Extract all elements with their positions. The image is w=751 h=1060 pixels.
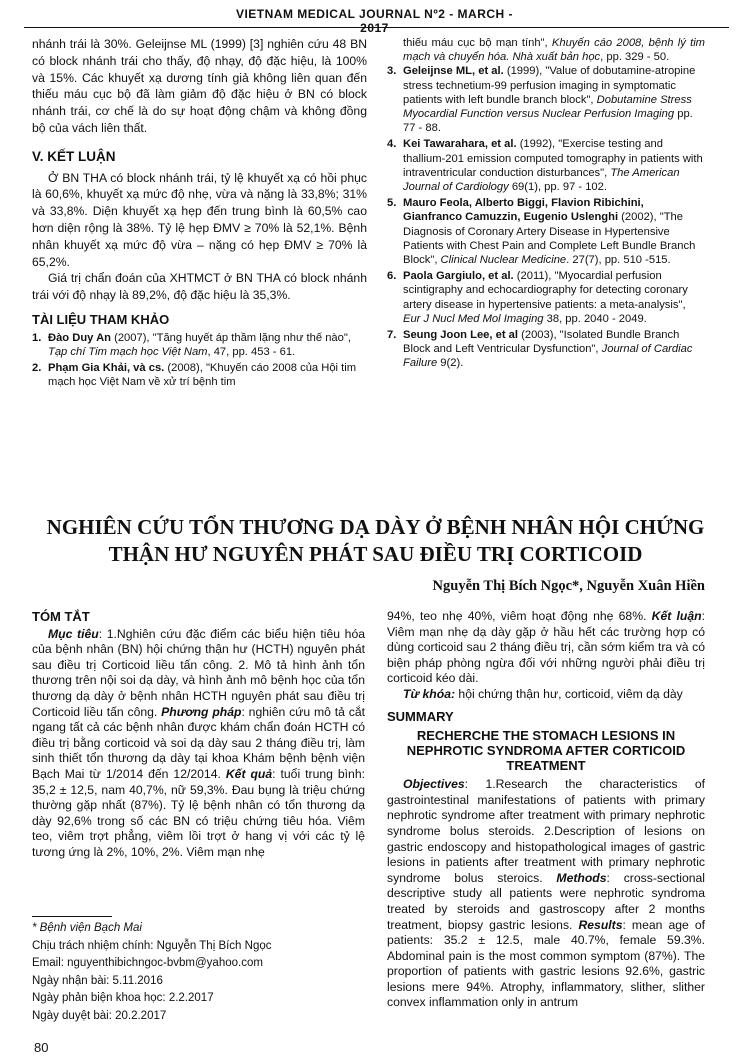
reference-journal: Tạp chí Tim mạch học Việt Nam [48, 345, 208, 358]
reference-text: (2003), "Isolated Bundle Branch Block and Left Ventricular Dysfunction", [403, 329, 680, 356]
date-reviewed: Ngày phản biện khoa học: 2.2.2017 [32, 992, 214, 1004]
reference-tail: pp. 77 - 88. [403, 108, 693, 135]
reference-tail: 9(2). [437, 357, 464, 370]
reference-1 [32, 331, 367, 359]
reference-number: 5. [387, 197, 397, 210]
reference-number: 3. [387, 65, 397, 78]
reference-7 [387, 328, 705, 371]
reference-journal: Eur J Nucl Med Mol Imaging [403, 312, 544, 325]
conclusion-label: Kết luận [651, 609, 702, 623]
reference-author: Paola Gargiulo, et al. [403, 270, 514, 283]
keywords [387, 687, 705, 703]
results-text: : mean age of patients: 35.2 ± 12.5, male 40.7%, female 59.3%. Abdominal pain is the most common symptom (87%). The proportion of patients with gastric lesions 92.6%, gastric lesions mere 94%. Atrophy, inflammatory, slither, slither convex inflammation only in antrum [387, 917, 705, 1010]
reference-journal: Dobutamine Stress Myocardial Function versus Nuclear Perfusion Imaging [403, 93, 692, 121]
reference-tail: , pp. 329 - 50. [600, 51, 670, 64]
objective-text: : 1.Nghiên cứu đặc điểm các biểu hiện tiêu hóa của bệnh nhân (BN) hội chứng thận hư (HCTH) nguyên phát sau điều trị Corticoid liều tấn công. 2. Mô tả hình ảnh tổn thương trên nội soi dạ dày, và hình ảnh mô bệnh học của tổn thương dạ dày ở bệnh nhân HCTH nguyên phát sau điều trị Corticoid liều tấn công. [32, 626, 365, 719]
reference-4 [387, 137, 705, 194]
reference-text: (1992), "Exercise testing and thallium-201 emission computed tomography in patients with intraventricular conduction disturbances", [403, 138, 703, 179]
methods-text: : cross-sectional descriptive study all patients were nephrotic syndroma treated by steroids and gastroscopy after 2 months treatment, biopsy gastric lesions. [387, 870, 705, 932]
objectives-text: : 1.Research the characteristics of gastrointestinal manifestations of patients with primary nephrotic syndrome after treatment with primary nephrotic syndrome bolus steroids. 2.Description of lesions on gastric endoscopy and histopathological images of gastric lesions in patients after treatment with primary nephrotic syndrome bolus steroics. [387, 777, 705, 885]
reference-journal: Journal of Cardiac Failure [403, 343, 693, 370]
reference-number: 2. [32, 362, 42, 375]
reference-journal: Khuyến cáo 2008, bệnh lý tim mạch và chuyển hóa. Nhà xuất bản học [403, 37, 705, 64]
conclusion-paragraph-2: Giá trị chẩn đoán của XHTMCT ở BN THA có block nhánh trái với độ nhạy là 89,2%, độ đặc hiệu là 35,3%. [32, 271, 367, 303]
reference-text: (2008), "Khuyến cáo 2008 của Hội tim mạch học Việt Nam về xử trí bệnh tim [48, 362, 357, 389]
references-heading: TÀI LIỆU THAM KHẢO [32, 311, 170, 327]
date-received: Ngày nhận bài: 5.11.2016 [32, 974, 163, 987]
page-number: 80 [34, 1040, 49, 1055]
responsible-author: Chịu trách nhiệm chính: Nguyễn Thị Bích Ngọc [32, 939, 272, 952]
abstract-heading: TÓM TẮT [32, 609, 90, 624]
conclusion-heading: V. KẾT LUẬN [32, 148, 116, 164]
reference-number: 4. [387, 138, 397, 151]
method-text: : nghiên cứu mô tả cắt ngang tất cả các bệnh nhân được khám chẩn đoán HCTH có điều trị bằng corticoid và soi dạ dày sau 2 tháng điều trị, làm sinh thiết tổn thương dạ dày tại khoa Khám bệnh bệnh viện Bạch Mai từ 1/2014 đến 12/2014. [32, 704, 365, 781]
email: Email: nguyenthibichngoc-bvbm@yahoo.com [32, 957, 263, 969]
reference-tail: 69(1), pp. 97 - 102. [508, 181, 607, 194]
reference-tail: . 27(7), pp. 510 -515. [566, 254, 671, 267]
reference-text: (1999), "Value of dobutamine-atropine stress technetium-99 perfusion imaging in symptomatic patients with left bundle branch block", [403, 65, 696, 106]
result-text-continued: 94%, teo nhẹ 40%, viêm hoạt động nhẹ 68%. [387, 609, 652, 623]
reference-tail: 38, pp. 2040 - 2049. [543, 312, 647, 325]
methods-label: Methods [556, 870, 607, 885]
title-line-2: THẬN HƯ NGUYÊN PHÁT SAU ĐIỀU TRỊ CORTICOID [108, 542, 643, 566]
reference-tail: , 47, pp. 453 - 61. [207, 345, 296, 358]
reference-6 [387, 269, 705, 326]
reference-author: Đào Duy An [48, 331, 111, 344]
article-authors: Nguyễn Thị Bích Ngọc*, Nguyễn Xuân Hiền [432, 578, 705, 594]
right-column [387, 36, 705, 373]
method-label: Phương pháp [161, 704, 242, 719]
title-line-1: NGHIÊN CỨU TỔN THƯƠNG DẠ DÀY Ở BỆNH NHÂN HỘI CHỨNG [46, 515, 705, 539]
abstract-continued [387, 609, 705, 687]
reference-author: Geleijnse ML, et al. [403, 65, 504, 78]
reference-journal: The American Journal of Cardiology [403, 166, 680, 194]
journal-header: VIETNAM MEDICAL JOURNAL Nº2 - MARCH - 2017 [235, 7, 514, 35]
reference-number: 6. [387, 270, 397, 283]
reference-author: Kei Tawarahara, et al. [403, 138, 517, 151]
date-approved: Ngày duyệt bài: 20.2.2017 [32, 1009, 167, 1022]
reference-number: 7. [387, 329, 397, 342]
affiliation-text: * Bệnh viện Bạch Mai [32, 922, 142, 934]
reference-author: Mauro Feola, Alberto Biggi, Flavion Ribichini, Gianfranco Camuzzin, Eugenio Uslenghi [403, 197, 644, 224]
reference-2-continued [387, 36, 705, 64]
keywords-text: hội chứng thận hư, corticoid, viêm dạ dày [455, 686, 683, 701]
summary-body [387, 777, 705, 1011]
summary-heading: SUMMARY [387, 708, 454, 724]
reference-text: (2002), "The Diagnosis of Coronary Artery Disease in Hypertensive Patients with Chest Pain and Complete Left Bundle Branch Block", [403, 211, 696, 267]
conclusion-text: : Viêm mạn nhẹ dạ dày gặp ở hầu hết các trường hợp có dùng corticoid sau 2 tháng điều trị, cần sớm kiểm tra và có biện pháp phòng ngừa đối với những người phải điều trị corticoid kéo dài. [387, 609, 705, 686]
objective-label: Mục tiêu [48, 626, 99, 641]
reference-author: Seung Joon Lee, et al [403, 329, 519, 342]
reference-author: Phạm Gia Khải, và cs. [48, 362, 165, 375]
reference-text: (2011), "Myocardial perfusion scintigraphy and echocardiography for detecting coronary artery disease in hypertensive patients: a meta-analysis", [403, 270, 688, 311]
reference-text: (2007), "Tăng huyết áp thầm lặng như thế nào", [110, 331, 351, 344]
keywords-label: Từ khóa: [403, 686, 456, 701]
reference-journal: Clinical Nuclear Medicine [440, 254, 567, 267]
reference-2 [32, 361, 367, 389]
footnote-rule [32, 916, 112, 917]
conclusion-paragraph-1: Ở BN THA có block nhánh trái, tỷ lệ khuyết xạ có hồi phục là 60,6%, khuyết xạ mức độ nhẹ, vừa và nặng là 33,8%; 31% và 33,8%. Diện khuyết xạ hẹp đến trung bình là 60,5% cao hơn diện rộng là 38%. Tỷ lệ hẹp ĐMV ≥ 70% là 52,1%. Bệnh nhân khuyết xạ mức độ vừa – nặng có hẹp ĐMV ≥ 70% là 65,2%. [32, 170, 367, 269]
results-label: Results [578, 917, 623, 932]
discussion-paragraph: nhánh trái là 30%. Geleijnse ML (1999) [3] nghiên cứu 48 BN có block nhánh trái cho thấy, độ nhạy, độ đặc hiệu, là 100% và 15%. Các khuyết xạ dương tính giả không liên quan đến thiếu máu cục bộ đã làm giảm độ đặc hiệu ở BN có block nhánh trái, cơ chế là do sự hoạt động chậm và không đồng bộ của vách liên thất. [32, 37, 367, 135]
reference-5 [387, 196, 705, 267]
objectives-label: Objectives [403, 777, 465, 792]
article-title [0, 514, 751, 568]
header-rule [24, 27, 729, 28]
result-text: : tuổi trung bình: 35,2 ± 12,5, nam 40,7%, nữ 59,3%. Đau bụng là triệu chứng thường gặp nhất (87%). Tỷ lệ bệnh nhân có tổn thương dạ dày 92,6% trong số các BN có triệu chứng tiêu hóa. Viêm teo, viêm trợt phẳng, viêm lồi trợt ở hang vị với các tỷ lệ tương ứng là 2%, 10%, 2%. Viêm mạn nhẹ [32, 766, 365, 859]
reference-3 [387, 64, 705, 135]
result-label: Kết quả [225, 766, 273, 781]
footnote [32, 920, 362, 1025]
abstract-body [32, 627, 365, 861]
affiliation [32, 920, 362, 938]
reference-number: 1. [32, 331, 42, 344]
abstract-right-column [387, 609, 705, 1011]
left-column [32, 36, 367, 392]
abstract-vietnamese [32, 609, 365, 861]
reference-text: thiếu máu cục bộ mạn tính", [403, 37, 552, 49]
summary-title: RECHERCHE THE STOMACH LESIONS IN NEPHROTIC SYNDROMA AFTER CORTICOID TREATMENT [406, 728, 686, 774]
